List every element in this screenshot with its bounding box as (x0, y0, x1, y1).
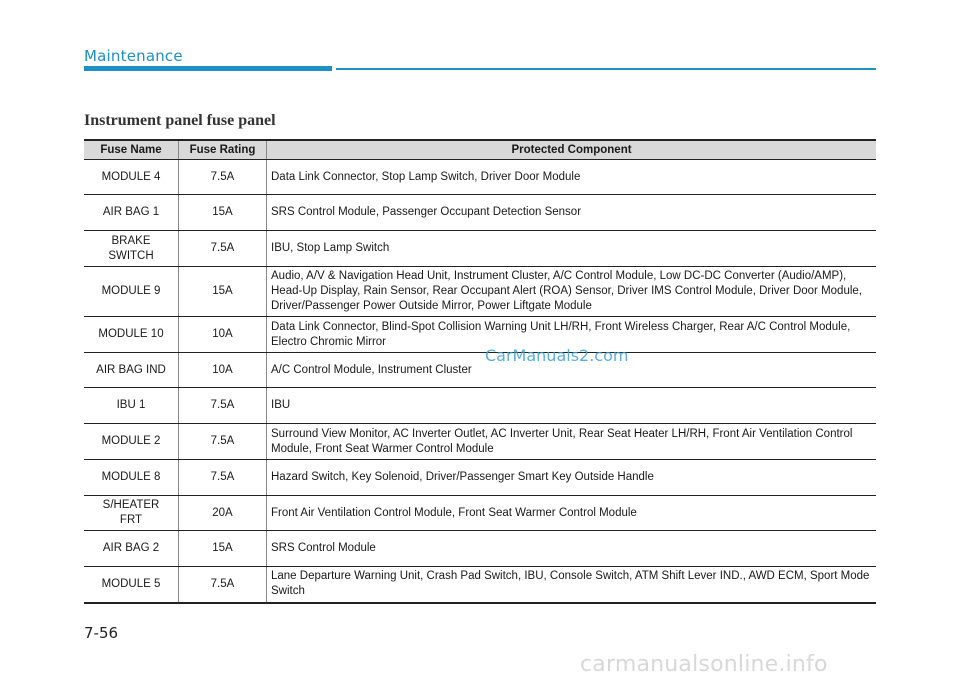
table-row (84, 460, 876, 496)
column-header-protected-component: Protected Component (267, 140, 877, 160)
table-row (84, 424, 876, 460)
fuse-name-cell: IBU 1 (84, 388, 179, 424)
table-row (84, 496, 876, 531)
column-header-fuse-name: Fuse Name (84, 140, 179, 160)
fuse-rating-cell: 7.5A (179, 460, 267, 496)
protected-component-cell: A/C Control Module, Instrument Cluster (267, 353, 877, 388)
fuse-table (84, 139, 876, 604)
fuse-rating-cell: 10A (179, 317, 267, 353)
table-row (84, 531, 876, 567)
table-row (84, 567, 876, 603)
fuse-name-cell: MODULE 8 (84, 460, 179, 496)
fuse-name-cell: MODULE 9 (84, 267, 179, 317)
page-number: 7-56 (84, 624, 119, 642)
fuse-rating-cell: 15A (179, 531, 267, 567)
fuse-name-cell: AIR BAG 1 (84, 195, 179, 231)
table-row (84, 267, 876, 317)
protected-component-cell: Lane Departure Warning Unit, Crash Pad Switch, IBU, Console Switch, ATM Shift Lever IND., AWD ECM, Sport Mode Switch (267, 567, 877, 603)
fuse-name-cell: BRAKE SWITCH (84, 231, 179, 267)
table-row (84, 160, 876, 195)
fuse-name-cell: AIR BAG 2 (84, 531, 179, 567)
fuse-name-cell: MODULE 10 (84, 317, 179, 353)
protected-component-cell: Data Link Connector, Blind-Spot Collision Warning Unit LH/RH, Front Wireless Charger, Rear A/C Control Module, Electro Chromic Mirror (267, 317, 877, 353)
fuse-rating-cell: 15A (179, 267, 267, 317)
header-rule-thin (336, 68, 876, 70)
protected-component-cell: SRS Control Module (267, 531, 877, 567)
fuse-rating-cell: 10A (179, 353, 267, 388)
table-row (84, 317, 876, 353)
table-row (84, 231, 876, 267)
footer-watermark: carmanualsonline.info (580, 652, 828, 677)
fuse-name-cell: MODULE 4 (84, 160, 179, 195)
watermark-text: CarManuals2.com (485, 346, 629, 365)
fuse-rating-cell: 15A (179, 195, 267, 231)
column-header-fuse-rating: Fuse Rating (179, 140, 267, 160)
protected-component-cell: IBU (267, 388, 877, 424)
fuse-rating-cell: 7.5A (179, 388, 267, 424)
fuse-rating-cell: 7.5A (179, 160, 267, 195)
table-row (84, 195, 876, 231)
protected-component-cell: SRS Control Module, Passenger Occupant Detection Sensor (267, 195, 877, 231)
protected-component-cell: Hazard Switch, Key Solenoid, Driver/Passenger Smart Key Outside Handle (267, 460, 877, 496)
fuse-name-cell: MODULE 2 (84, 424, 179, 460)
protected-component-cell: Data Link Connector, Stop Lamp Switch, Driver Door Module (267, 160, 877, 195)
section-header-title: Maintenance (84, 47, 183, 65)
fuse-name-cell: AIR BAG IND (84, 353, 179, 388)
protected-component-cell: Front Air Ventilation Control Module, Front Seat Warmer Control Module (267, 496, 877, 531)
fuse-name-cell: S/HEATER FRT (84, 496, 179, 531)
table-header-row (84, 140, 876, 160)
protected-component-cell: Surround View Monitor, AC Inverter Outlet, AC Inverter Unit, Rear Seat Heater LH/RH, Front Air Ventilation Control Module, Front Seat Warmer Control Module (267, 424, 877, 460)
fuse-rating-cell: 20A (179, 496, 267, 531)
page-title: Instrument panel fuse panel (84, 112, 276, 129)
header-rule-thick (84, 66, 332, 71)
fuse-rating-cell: 7.5A (179, 424, 267, 460)
table-row (84, 388, 876, 424)
table-row (84, 353, 876, 388)
fuse-rating-cell: 7.5A (179, 567, 267, 603)
fuse-name-cell: MODULE 5 (84, 567, 179, 603)
protected-component-cell: Audio, A/V & Navigation Head Unit, Instrument Cluster, A/C Control Module, Low DC-DC Converter (Audio/AMP), Head-Up Display, Rain Sensor, Rear Occupant Alert (ROA) Sensor, Driver IMS Control Module, Driver Door Module, Driver/Passenger Power Outside Mirror, Power Liftgate Module (267, 267, 877, 317)
fuse-rating-cell: 7.5A (179, 231, 267, 267)
protected-component-cell: IBU, Stop Lamp Switch (267, 231, 877, 267)
